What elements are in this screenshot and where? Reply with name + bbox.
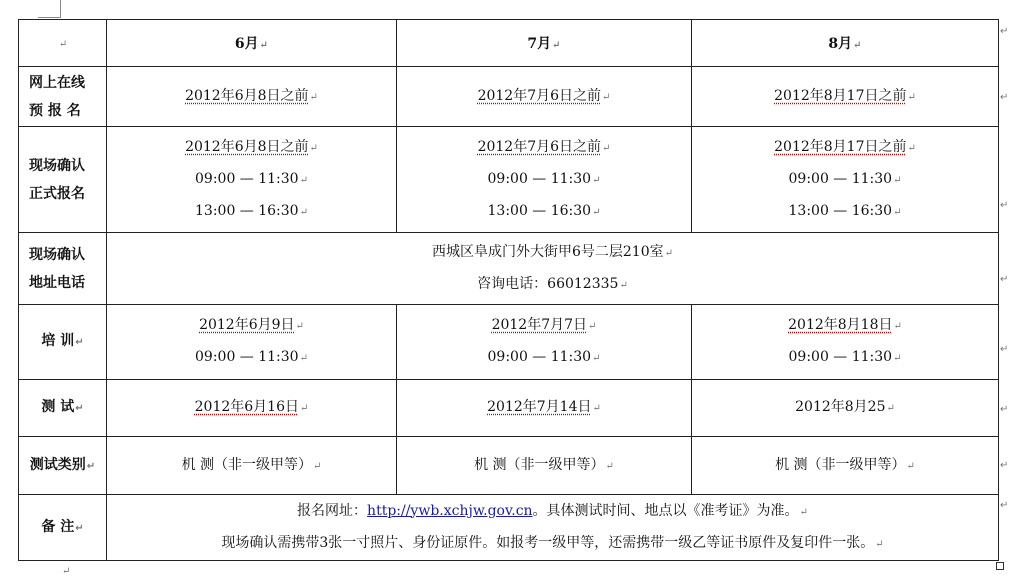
row-end-mark: ↵ [1000,404,1009,415]
row-label-prereg: 网上在线 预 报 名 [19,67,107,127]
test-row [19,380,999,437]
row-end-mark: ↵ [1000,500,1009,511]
notes-cell: 报名网址：http://ywb.xchjw.gov.cn。具体测试时间、地点以《准考证》为准。↵ 现场确认需携带3张一寸照片、身份证原件。如报考一级甲等，还需携带一级乙等证书原件及复印件一张。↵ [107,495,999,561]
header-row [19,20,999,67]
month-header-august: 8月↵ [692,20,999,67]
confirm-cell-august: 2012年8月17日之前↵ 09:00 — 11:30↵ 13:00 — 16:30↵ [692,127,999,233]
training-row [19,305,999,380]
notes-row [19,495,999,561]
page-corner-mark [38,0,61,18]
prereg-cell-june: 2012年6月8日之前↵ [107,67,397,127]
prereg-cell-august: 2012年8月17日之前↵ [692,67,999,127]
header-empty-cell: ↵ [19,20,107,67]
row-end-mark: ↵ [1000,274,1009,285]
test-cell-july: 2012年7月14日↵ [397,380,692,437]
row-end-mark: ↵ [1000,200,1009,211]
notes-suffix: 。具体测试时间、地点以《准考证》为准。 [532,502,799,519]
confirm-row [19,127,999,233]
month-header-july: 7月↵ [397,20,692,67]
row-label-address: 现场确认 地址电话 [19,233,107,305]
row-end-mark: ↵ [1000,460,1009,471]
prereg-row [19,67,999,127]
paragraph-end-mark: ↵ [62,566,71,577]
test-cell-june: 2012年6月16日↵ [107,380,397,437]
row-end-mark: ↵ [1000,344,1009,355]
category-row [19,437,999,495]
category-cell-august: 机 测（非一级甲等）↵ [692,437,999,495]
test-cell-august: 2012年8月25↵ [692,380,999,437]
month-header-june: 6月↵ [107,20,397,67]
row-end-mark: ↵ [1000,92,1009,103]
notes-prefix: 报名网址： [297,502,368,519]
confirm-cell-july: 2012年7月6日之前↵ 09:00 — 11:30↵ 13:00 — 16:30↵ [397,127,692,233]
row-end-mark: ↵ [1000,26,1009,37]
row-label-confirm: 现场确认 正式报名 [19,127,107,233]
row-label-training: 培 训↵ [19,305,107,380]
notes-requirements: 现场确认需携带3张一寸照片、身份证原件。如报考一级甲等，还需携带一级乙等证书原件及复印件一张。 [221,534,875,551]
row-label-notes: 备 注↵ [19,495,107,561]
category-cell-june: 机 测（非一级甲等）↵ [107,437,397,495]
training-cell-july: 2012年7月7日↵ 09:00 — 11:30↵ [397,305,692,380]
training-cell-august: 2012年8月18日↵ 09:00 — 11:30↵ [692,305,999,380]
row-label-test: 测 试↵ [19,380,107,437]
table-resize-handle[interactable] [996,562,1004,570]
category-cell-july: 机 测（非一级甲等）↵ [397,437,692,495]
training-cell-june: 2012年6月9日↵ 09:00 — 11:30↵ [107,305,397,380]
address-cell: 西城区阜成门外大街甲6号二层210室↵ 咨询电话：66012335↵ [107,233,999,305]
prereg-cell-july: 2012年7月6日之前↵ [397,67,692,127]
schedule-table [18,19,999,561]
row-label-category: 测试类别↵ [19,437,107,495]
confirm-cell-june: 2012年6月8日之前↵ 09:00 — 11:30↵ 13:00 — 16:30↵ [107,127,397,233]
address-row [19,233,999,305]
registration-website-link[interactable]: http://ywb.xchjw.gov.cn [367,502,533,519]
